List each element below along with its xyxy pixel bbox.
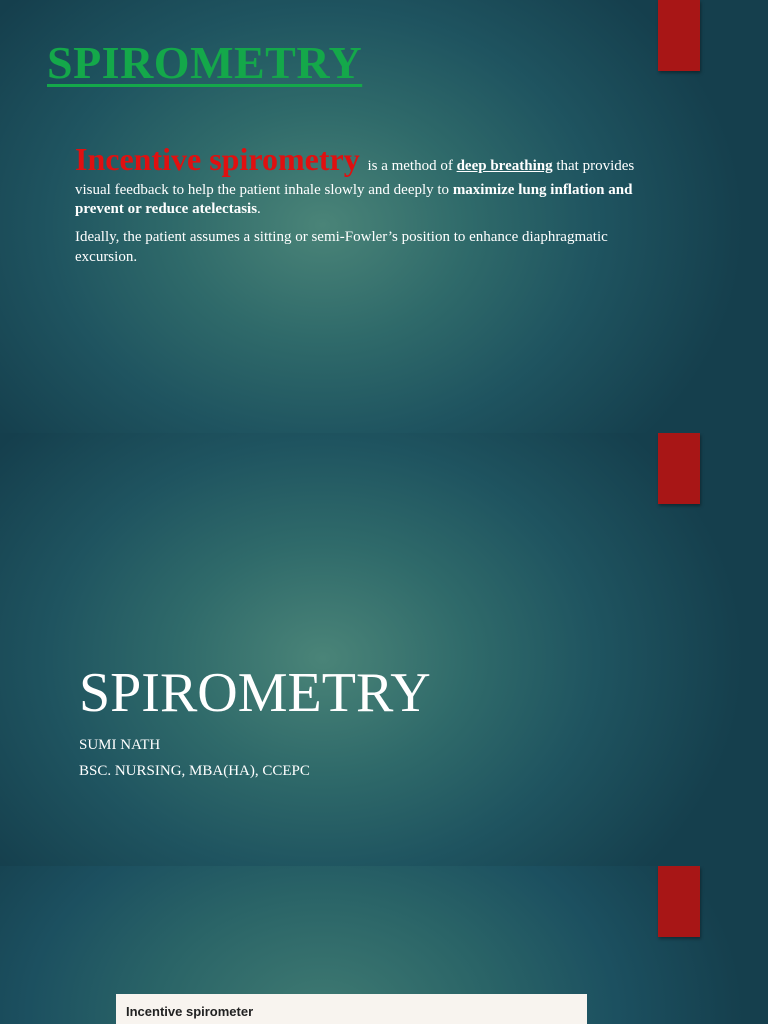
- text-fragment: .: [257, 201, 261, 218]
- underlined-term: deep breathing: [456, 158, 553, 174]
- red-accent-tab: [658, 433, 700, 504]
- highlight-term: Incentive spirometry: [75, 141, 360, 177]
- red-accent-tab: [658, 0, 700, 71]
- definition-paragraph: [75, 138, 635, 220]
- figure-image: [116, 994, 587, 1024]
- slide-3: [0, 866, 768, 1024]
- slide-2: [0, 433, 768, 866]
- author-name: SUMI NATH: [79, 737, 161, 753]
- bold-phrase: maximize lung inflation and prevent or reduce atelectasis: [75, 181, 633, 218]
- figure-caption: Incentive spirometer: [126, 1004, 254, 1019]
- text-fragment: that provides visual feedback to help the patient inhale slowly and deeply to: [75, 158, 635, 198]
- title-slide-heading: SPIROMETRY: [79, 662, 431, 724]
- slide-title: SPIROMETRY: [47, 37, 363, 88]
- author-credentials: BSC. NURSING, MBA(HA), CCEPC: [79, 763, 310, 779]
- slide-1: [0, 0, 768, 433]
- position-paragraph: Ideally, the patient assumes a sitting or semi-Fowler’s position to enhance diaphragmatic excursion.: [75, 229, 608, 266]
- slide-body: [75, 138, 635, 276]
- red-accent-tab: [658, 866, 700, 937]
- text-fragment: is a method of: [367, 158, 453, 174]
